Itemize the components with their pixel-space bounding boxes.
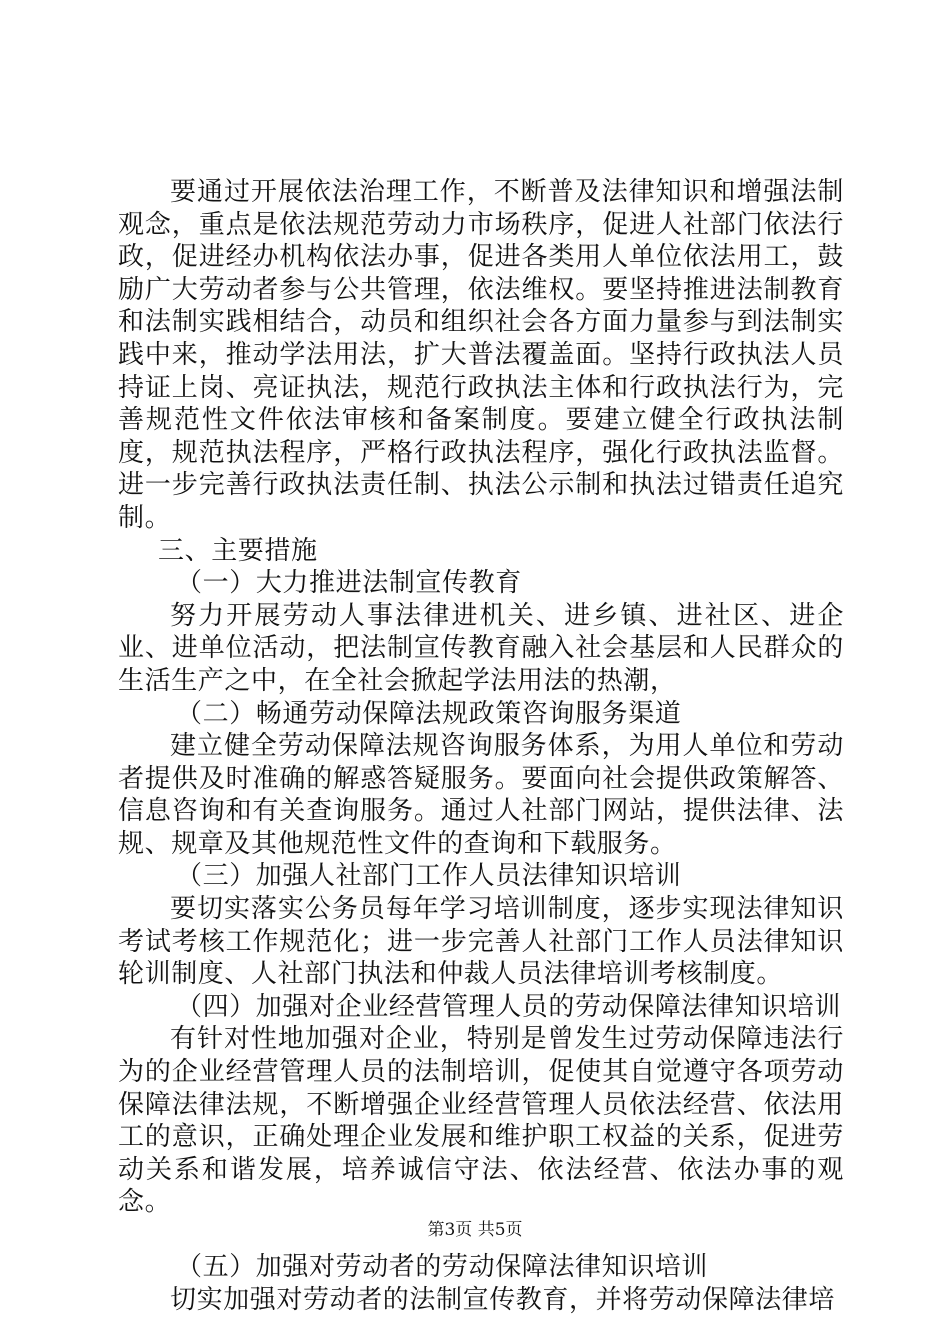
paragraph-3: 要切实落实公务员每年学习培训制度，逐步实现法律知识考试考核工作规范化；进一步完善人社部门工作人员法律知识轮训制度、人社部门执法和仲裁人员法律培训考核制度。 [118, 894, 844, 990]
subheading-2: （二）畅通劳动保障法规政策咨询服务渠道 [176, 698, 682, 729]
subheading-5: （五）加强对劳动者的劳动保障法律知识培训 [176, 1252, 709, 1282]
paragraph-2: 建立健全劳动保障法规咨询服务体系，为用人单位和劳动者提供及时准确的解惑答疑服务。要面向社会提供政策解答、信息咨询和有关查询服务。通过人社部门网站，提供法律、法规、规章及其他规范性文件的查询和下载服务。 [118, 731, 844, 859]
subheading-4: （四）加强对企业经营管理人员的劳动保障法律知识培训 [176, 991, 842, 1022]
paragraph-1: 努力开展劳动人事法律进机关、进乡镇、进社区、进企业、进单位活动，把法制宣传教育融入社会基层和人民群众的生活生产之中，在全社会掀起学法用法的热潮， [118, 600, 844, 696]
subheading-3: （三）加强人社部门工作人员法律知识培训 [176, 861, 682, 892]
paragraph-rule-of-law: 要通过开展依法治理工作，不断普及法律知识和增强法制观念，重点是依法规范劳动力市场秩序，促进人社部门依法行政，促进经办机构依法办事，促进各类用人单位依法用工，鼓励广大劳动者参与公共管理，依法维权。要坚持推进法制教育和法制实践相结合，动员和组织社会各方面力量参与到法制实践中来，推动学法用法，扩大普法覆盖面。坚持行政执法人员持证上岗、亮证执法，规范行政执法主体和行政执法行为，完善规范性文件依法审核和备案制度。要建立健全行政执法制度，规范执法程序，严格行政执法程序，强化行政执法监督。进一步完善行政执法责任制、执法公示制和执法过错责任追究制。 [118, 177, 844, 533]
subheading-1: （一）大力推进法制宣传教育 [176, 568, 522, 599]
paragraph-5: 切实加强对劳动者的法制宣传教育，并将劳动保障法律培 [170, 1284, 836, 1315]
paragraph-4: 有针对性地加强对企业，特别是曾发生过劳动保障违法行为的企业经营管理人员的法制培训，促使其自觉遵守各项劳动保障法律法规，不断增强企业经营管理人员依法经营、依法用工的意识，正确处理企业发展和维护职工权益的关系，促进劳动关系和谐发展，培养诚信守法、依法经营、依法办事的观念。 [118, 1024, 844, 1218]
page-number-footer: 第3页 共5页 [427, 1220, 523, 1240]
document-body [118, 176, 844, 1316]
section-heading-main-measures: 三、主要措施 [158, 535, 318, 566]
